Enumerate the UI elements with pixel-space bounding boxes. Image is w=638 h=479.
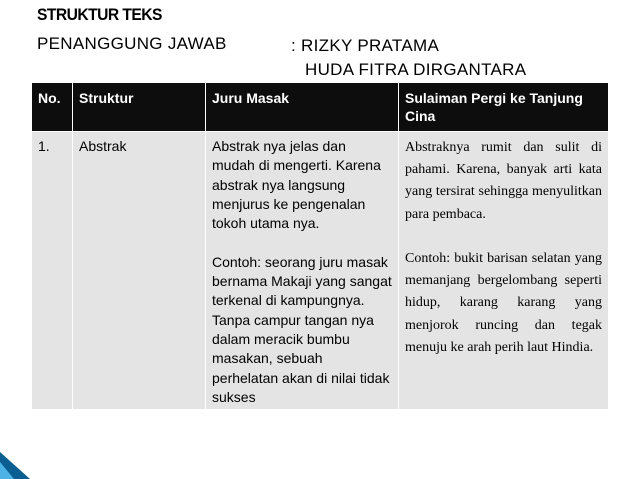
slide-title: STRUKTUR TEKS	[37, 5, 162, 24]
table-row	[32, 132, 609, 410]
cell-juru-masak: Abstrak nya jelas dan mudah di mengerti. Karena abstrak nya langsung menjurus ke pengenalan tokoh utama nya. Contoh: seorang juru masak bernama Makaji yang sangat terkenal di kampungnya. Tanpa campur tangan nya dalam meracik bumbu masakan, sebuah perhelatan akan di nilai tidak sukses	[206, 132, 399, 410]
header-struktur: Struktur	[73, 83, 206, 132]
cell-struktur: Abstrak	[73, 132, 206, 410]
header-juru-masak: Juru Masak	[206, 83, 399, 132]
corner-shape-dark	[0, 452, 30, 479]
cell-sulaiman: Abstraknya rumit dan sulit di pahami. Karena, banyak arti kata yang tersirat sehingga menyulitkan para pembaca. Contoh: bukit barisan selatan yang memanjang bergelombang seperti hidup, karang karang yang menjorok runcing dan tegak menuju ke arah perih laut Hindia.	[399, 132, 609, 410]
cell-no: 1.	[32, 132, 73, 410]
header-no: No.	[32, 83, 73, 132]
responsible-name-2: HUDA FITRA DIRGANTARA	[305, 60, 527, 79]
table-header-row	[32, 83, 609, 132]
responsible-names	[291, 34, 526, 82]
responsible-name-1: : RIZKY PRATAMA	[291, 36, 440, 55]
structure-table	[31, 82, 609, 410]
corner-shape-light	[0, 462, 14, 479]
header-sulaiman: Sulaiman Pergi ke Tanjung Cina	[399, 83, 609, 132]
responsible-label: PENANGGUNG JAWAB	[37, 34, 227, 53]
